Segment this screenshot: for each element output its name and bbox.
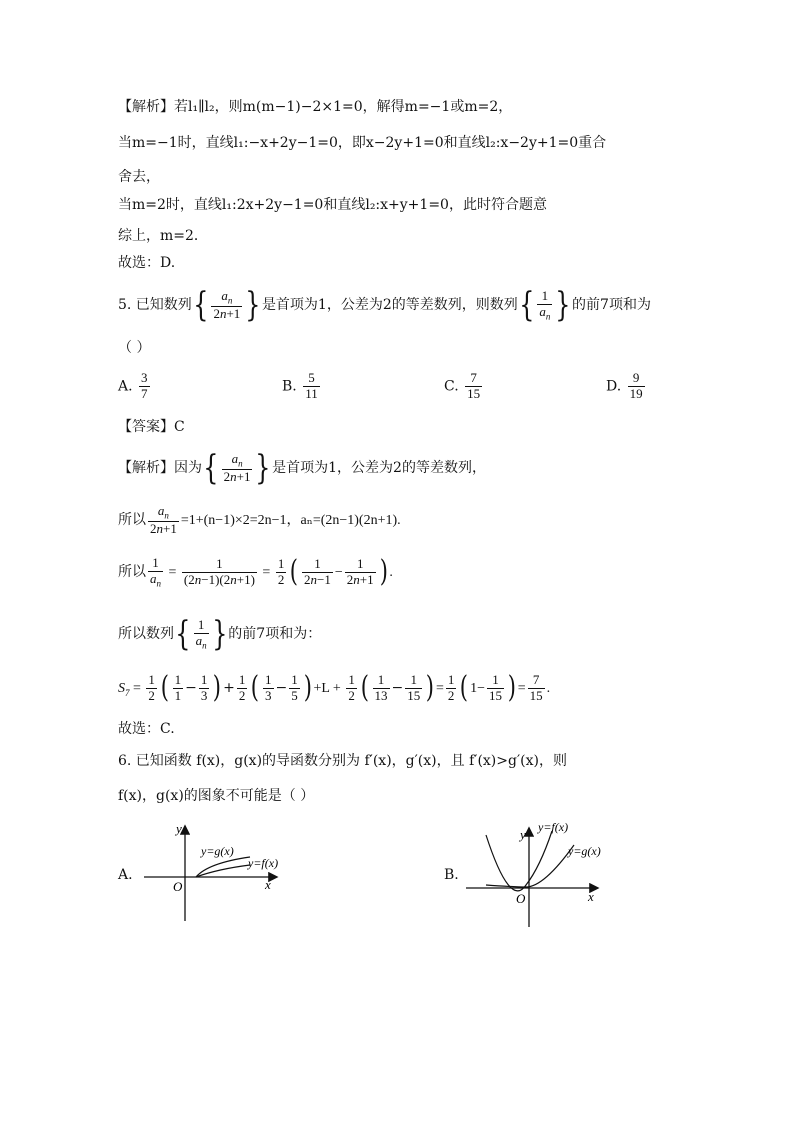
label-f: y=f(x) — [538, 820, 569, 834]
frac-1-over-an: $\frac{1}{a_n}$ — [195, 616, 207, 651]
option-c-den: 15 — [467, 385, 481, 401]
ana-text-a: 【解析】因为 — [118, 460, 202, 476]
right-brace: } — [255, 448, 271, 488]
label-f: y=f(x) — [248, 856, 279, 870]
frac-an-over-2n1: $\frac{a_n}{2n+1}$ — [213, 287, 241, 321]
option-d-label: D. — [606, 378, 622, 395]
right-brace: } — [245, 285, 261, 325]
origin-label: O — [173, 879, 183, 894]
analysis-line-5: 综上，m=2． — [118, 228, 208, 244]
graph-a-label: A. — [118, 867, 133, 883]
left-brace: { — [193, 285, 209, 325]
s1-an: aₙ=(2n−1)(2n+1). — [300, 513, 401, 528]
frac-1-over-product: $\frac{1}{(2n-1)(2n+1)}$ — [183, 555, 255, 587]
option-b — [282, 371, 322, 402]
graph-a — [138, 815, 308, 927]
left-brace: { — [519, 285, 535, 325]
analysis-q5-line-1 — [118, 448, 486, 488]
q5-text-c: 的前7项和为 — [572, 297, 651, 313]
question-6-line-2: f(x)，g(x)的图象不可能是（ ） — [118, 788, 315, 804]
option-c — [444, 371, 484, 402]
frac-an-over-2n1: $\frac{a_n}{2n+1}$ — [150, 502, 177, 536]
right-brace: } — [555, 285, 571, 325]
q5-text-b: 是首项为1，公差为2的等差数列，则数列 — [261, 297, 518, 313]
option-c-fraction — [465, 371, 482, 402]
option-a-den: 7 — [141, 385, 148, 401]
option-b-num: 5 — [308, 370, 315, 385]
analysis-line-2: 当m=−1时，直线l₁:−x+2y−1=0，即x−2y+1=0和直线l₂:x−2y+1=0重合 — [118, 135, 607, 151]
derivation-line-1 — [118, 502, 401, 538]
left-brace: { — [203, 448, 219, 488]
s2-prefix: 所以 — [118, 564, 146, 580]
q5-text-a: 5. 已知数列 — [118, 297, 192, 313]
answer-line: 【答案】C — [118, 419, 185, 435]
option-a-num: 3 — [141, 370, 148, 385]
question-5-paren: （ ） — [118, 340, 151, 356]
curve-f — [486, 831, 552, 891]
x-axis-label: x — [265, 877, 271, 892]
frac-an-over-2n1: $\frac{a_n}{2n+1}$ — [223, 450, 251, 484]
option-a-label: A. — [118, 378, 133, 395]
frac-1-over-an: $\frac{1}{a_n}$ — [539, 287, 551, 322]
s1-rest: =1+(n−1)×2=2n−1， — [180, 513, 301, 528]
option-b-label: B. — [282, 378, 297, 395]
analysis-line-1: 【解析】若l₁∥l₂，则m(m−1)−2×1=0，解得m=−1或m=2， — [118, 99, 513, 115]
right-brace: } — [211, 614, 228, 654]
left-brace: { — [175, 614, 191, 654]
x-axis-label: x — [588, 889, 594, 904]
label-g: y=g(x) — [201, 844, 234, 858]
option-b-fraction — [303, 371, 320, 402]
graph-b — [462, 815, 622, 930]
option-d-fraction — [628, 371, 645, 402]
choice-c-line: 故选：C. — [118, 721, 175, 737]
s3-text-a: 所以数列 — [118, 626, 174, 642]
frac-1-over-2n1: $\frac{1}{2n+1}$ — [346, 555, 374, 587]
option-d — [606, 371, 647, 402]
frac-1-over-2n-1: $\frac{1}{2n-1}$ — [304, 555, 331, 587]
frac-1-over-an: $\frac{1}{a_n}$ — [150, 554, 161, 589]
derivation-line-2: 所以 $\frac{1}{a_n}$ = $\frac{1}{(2n-1)(2n+1)}$ = $\frac{1}{2}$ ( $\frac{1}{2n-1}$ − $\frac{1}{2n+1}$ ) . — [118, 554, 393, 589]
ana-text-b: 是首项为1，公差为2的等差数列， — [272, 460, 486, 476]
question-6-line-1: 6. 已知函数 f(x)，g(x)的导函数分别为 f′(x)，g′(x)，且 f′(x)>g′(x)，则 — [118, 753, 567, 769]
analysis-line-3: 舍去， — [118, 169, 160, 185]
option-c-label: C. — [444, 378, 459, 395]
question-5-stem — [118, 285, 651, 325]
graph-b-label: B. — [444, 867, 459, 883]
curve-g — [486, 845, 574, 887]
option-d-den: 19 — [629, 385, 643, 401]
s3-text-b: 的前7项和为： — [228, 626, 322, 642]
choice-d-line: 故选：D. — [118, 255, 176, 271]
analysis-line-4: 当m=2时，直线l₁:2x+2y−1=0和直线l₂:x+y+1=0，此时符合题意 — [118, 197, 547, 213]
option-a-fraction — [139, 371, 150, 402]
y-axis-label: y — [520, 827, 526, 842]
y-axis-label: y — [176, 821, 182, 836]
s1-prefix: 所以 — [118, 512, 146, 528]
origin-label: O — [516, 891, 526, 906]
derivation-line-3 — [118, 614, 321, 654]
label-g: y=g(x) — [568, 844, 601, 858]
frac-half: $\frac{1}{2}$ — [277, 555, 285, 587]
sum-line: $S_7$ = $\frac{1}{2}$ ( $\frac{1}{1}$ − $\frac{1}{3}$ ) + $\frac{1}{2}$ ( $\frac{1}{3}$ − $\frac{1}{5}$ ) +L + $\frac{1}{2}$ ( $\frac{1}{13}$ − $\frac{1}{15}$ ) = $\frac{1}{2}$ ( 1− $\frac{1}{15}$ ) = $\frac{7}{15}$ . — [118, 670, 551, 705]
option-a — [118, 371, 152, 402]
option-d-num: 9 — [632, 370, 640, 385]
option-b-den: 11 — [305, 385, 318, 401]
option-c-num: 7 — [470, 370, 477, 385]
